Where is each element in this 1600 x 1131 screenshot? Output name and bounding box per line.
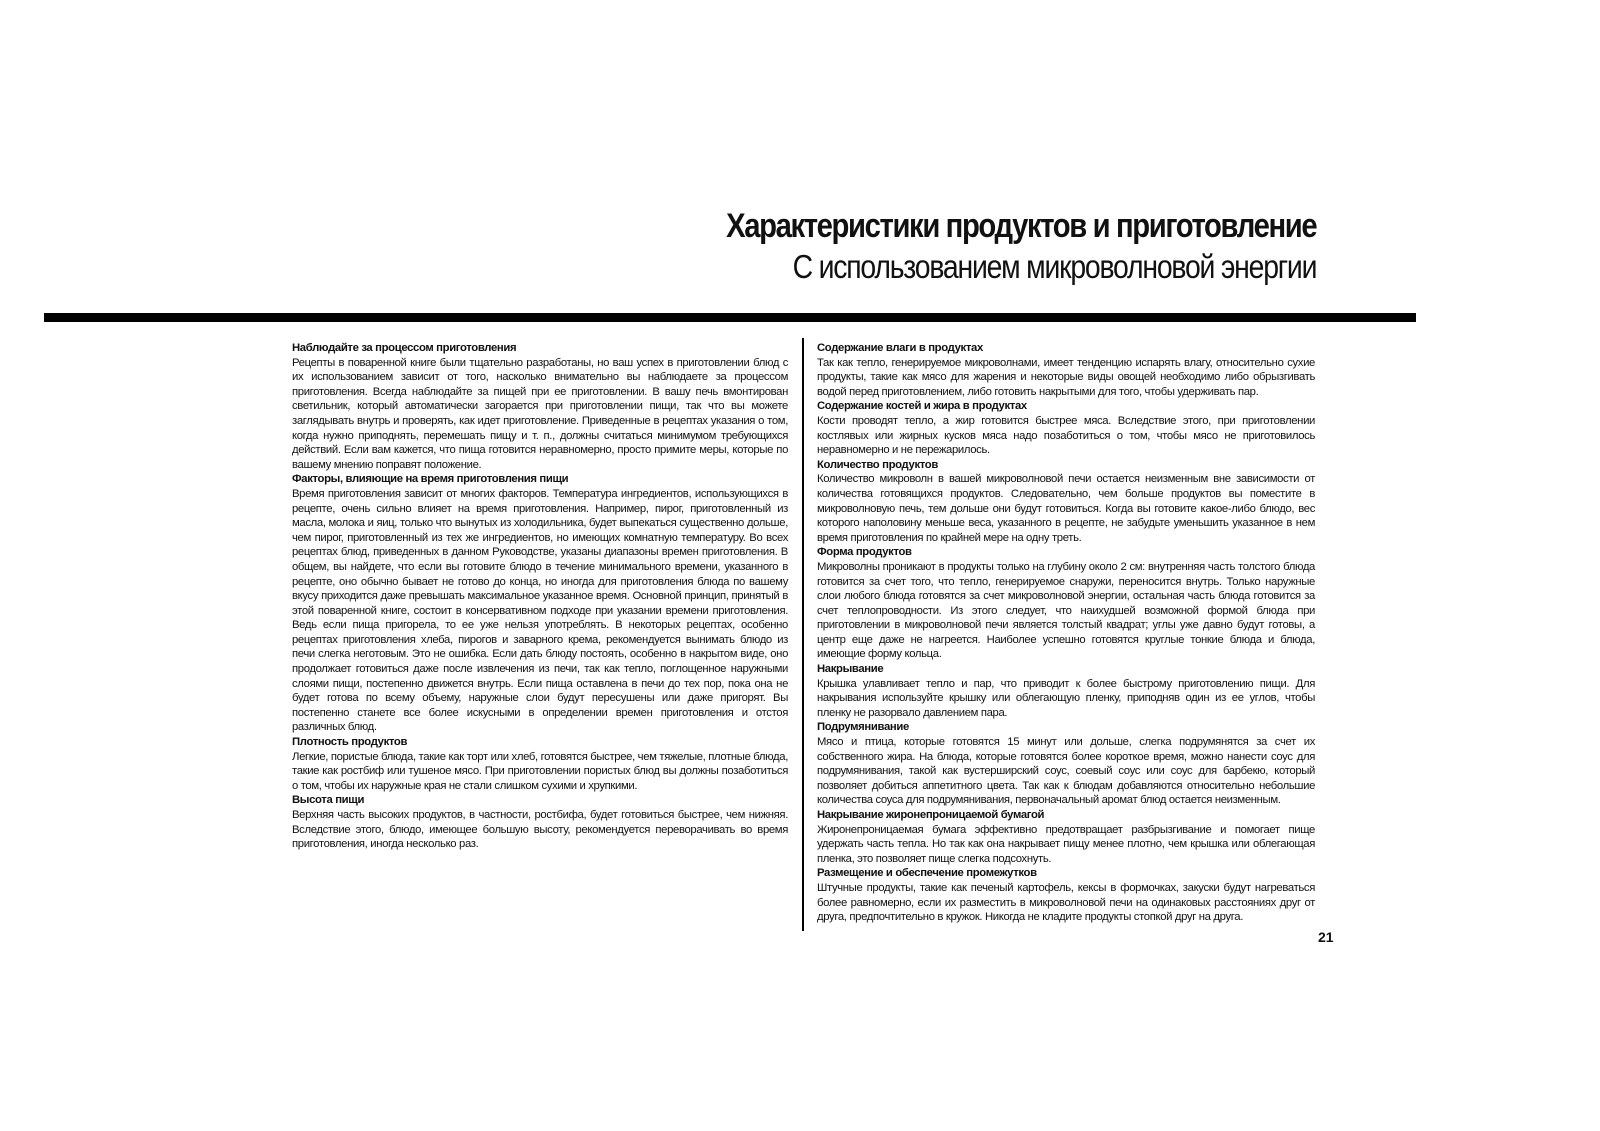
section-heading: Содержание влаги в продуктах [817,342,983,354]
section-heading: Подрумянивание [817,721,909,734]
section-observe-cooking [292,341,788,472]
section-heading: Высота пищи [292,794,365,807]
section-text: Жиронепроницаемая бумага эффективно предотвращает разбрызгивание и помогает пище удержать часть тепла. Но так как она накрывает пищу менее плотно, чем крышка или облегающая пленка, это позволяет пище слегка подсохнуть. [817,823,1315,865]
section-text: Верхняя часть высоких продуктов, в частности, ростбифа, будет готовиться быстрее, чем нижняя. Вследствие этого, блюдо, имеющее большую высоту, рекомендуется переворачивать во время приготовления, иногда несколько раз. [292,809,788,851]
page-subtitle: С использованием микроволновой энергии [792,248,1316,285]
section-heading: Наблюдайте за процессом приготовления [292,342,517,354]
section-moisture-content [817,341,1315,399]
section-text: Легкие, пористые блюда, такие как торт или хлеб, готовятся быстрее, чем тяжелые, плотные блюда, такие как ростбиф или тушеное мясо. При приготовлении пористых блюд вы должны позаботиться о том, чтобы их наружные края не стали слишком сухими и хрупкими. [292,750,788,792]
section-heading: Накрывание [817,663,884,676]
section-heading: Форма продуктов [817,546,912,559]
section-shape [817,545,1315,662]
section-greaseproof-paper [817,808,1315,866]
section-spacing [817,866,1315,924]
section-food-density [292,735,788,793]
section-heading: Плотность продуктов [292,736,408,749]
section-bone-fat-content [817,399,1315,457]
section-heading: Факторы, влияющие на время приготовления пищи [292,473,569,486]
right-column [817,341,1315,925]
section-heading: Накрывание жиронепроницаемой бумагой [817,809,1045,821]
section-text: Количество микроволн в вашей микроволновой печи остается неизменным вне зависимости от количества готовящихся продуктов. Следовательно, чем больше продуктов вы поместите в микроволновую печь, тем дольше они будут готовиться. Когда вы готовите какое-либо блюдо, вес которого наполовину меньше веса, указанного в рецепте, не забудьте уменьшить указанное в нем время приготовления по крайней мере на одну треть. [817,473,1315,544]
section-text: Мясо и птица, которые готовятся 15 минут или дольше, слегка подрумянятся за счет их собственного жира. На блюда, которые готовятся более короткое время, можно нанести соус для подрумянивания, такой как вустерширский соус, соевый соус или соус для барбекю, который позволяет добиться аппетитного цвета. Так как к блюдам добавляются относительно небольшие количества соуса для подрумянивания, первоначальный аромат блюд остается неизменным. [817,736,1315,807]
section-text: Рецепты в поваренной книге были тщательно разработаны, но ваш успех в приготовлении блюд с их использованием зависит от того, насколько внимательно вы наблюдаете за процессом приготовления. Всегда наблюдайте за пищей при ее приготовлении. В вашу печь вмонтирован светильник, который автоматически загорается при приготовлении пищи, так что вы можете заглядывать внутрь и проверять, как идет приготовление. Приведенные в рецептах указания о том, когда нужно приподнять, перемешать пищу и т. п., должны считаться минимумом требующихся действий. Если вам кажется, что пища готовится неравномерно, просто примите меры, которые по вашему мнению поправят положение. [292,356,788,471]
page-title: Характеристики продуктов и приготовление [725,207,1316,245]
section-text: Кости проводят тепло, а жир готовится быстрее мяса. Вследствие этого, при приготовлении костлявых или жирных кусков мяса надо позаботиться о том, чтобы мясо не приготовилось неравномерно и не пережарилось. [817,414,1315,457]
section-browning [817,720,1315,808]
left-column [292,341,788,852]
section-text: Микроволны проникают в продукты только на глубину около 2 см: внутренняя часть толстого блюда готовится за счет того, что тепло, генерируемое снаружи, переносится внутрь. Только наружные слои любого блюда готовятся за счет микроволновой энергии, остальная часть блюда готовится за счет теплопроводности. Из этого следует, что наихудшей возможной формой блюда при приготовлении в микроволновой печи является толстый квадрат; углы уже давно будут готовы, а центр еще даже не нагреется. Наиболее успешно готовятся круглые тонкие блюда и блюда, имеющие форму кольца. [817,560,1315,661]
section-heading: Размещение и обеспечение промежутков [817,867,1037,880]
page-header [630,205,1316,287]
section-cooking-time-factors [292,472,788,735]
section-text: Время приготовления зависит от многих факторов. Температура ингредиентов, использующихся в рецепте, очень сильно влияет на время приготовления. Например, пирог, приготовленный из масла, молока и яиц, только что вынутых из холодильника, будет выпекаться существенно дольше, чем пирог, приготовленный из тех же ингредиентов, но имеющих комнатную температуру. Во всех рецептах блюд, приведенных в данном Руководстве, указаны диапазоны времен приготовления. В общем, вы найдете, что если вы готовите блюдо в течение минимального времени, указанного в рецепте, оно обычно бывает не готово до конца, но иногда для приготовления блюда по вашему вкусу приходится даже превышать максимальное указанное время. Основной принцип, принятый в этой поваренной книге, состоит в консервативном подходе при указании времени приготовления. Ведь если пища пригорела, то ее уже нельзя употреблять. В некоторых рецептах, особенно рецептах приготовления хлеба, пирогов и заварного крема, рекомендуется вынимать блюдо из печи слегка неготовым. Это не ошибка. Если дать блюду постоять, особенно в накрытом виде, оно продолжает готовиться даже после извлечения из печи, так как тепло, поглощенное наружными слоями пищи, постепенно движется внутрь. Если пища оставлена в печи до тех пор, пока она не будет готова по всему объему, наружные слои будут пересушены или даже пригорят. Вы постепенно станете все более искусными в определении времен приготовления и отстоя различных блюд. [292,487,788,734]
section-heading: Количество продуктов [817,458,938,471]
section-heading: Содержание костей и жира в продуктах [817,400,1027,413]
page-number: 21 [1318,929,1334,945]
header-rule [44,313,1416,322]
section-text: Крышка улавливает тепло и пар, что приводит к более быстрому приготовлению пищи. Для накрывания используйте крышку или облегающую пленку, приподняв один из ее углов, чтобы пленку не разорвало давлением пара. [817,677,1315,719]
section-text: Штучные продукты, такие как печеный картофель, кексы в формочках, закуски будут нагреваться более равномерно, если их разместить в микроволновой печи на одинаковых расстояниях друг от друга, предпочтительно в кружок. Никогда не кладите продукты стопкой друг на друга. [817,881,1315,924]
column-divider [802,338,804,931]
section-food-height [292,793,788,851]
section-text: Так как тепло, генерируемое микроволнами, имеет тенденцию испарять влагу, относительно сухие продукты, такие как мясо для жарения и некоторые виды овощей необходимо либо обрызгивать водой перед приготовлением, либо готовить накрытыми для того, чтобы удерживать пар. [817,356,1315,398]
section-quantity [817,458,1315,546]
section-covering [817,662,1315,720]
